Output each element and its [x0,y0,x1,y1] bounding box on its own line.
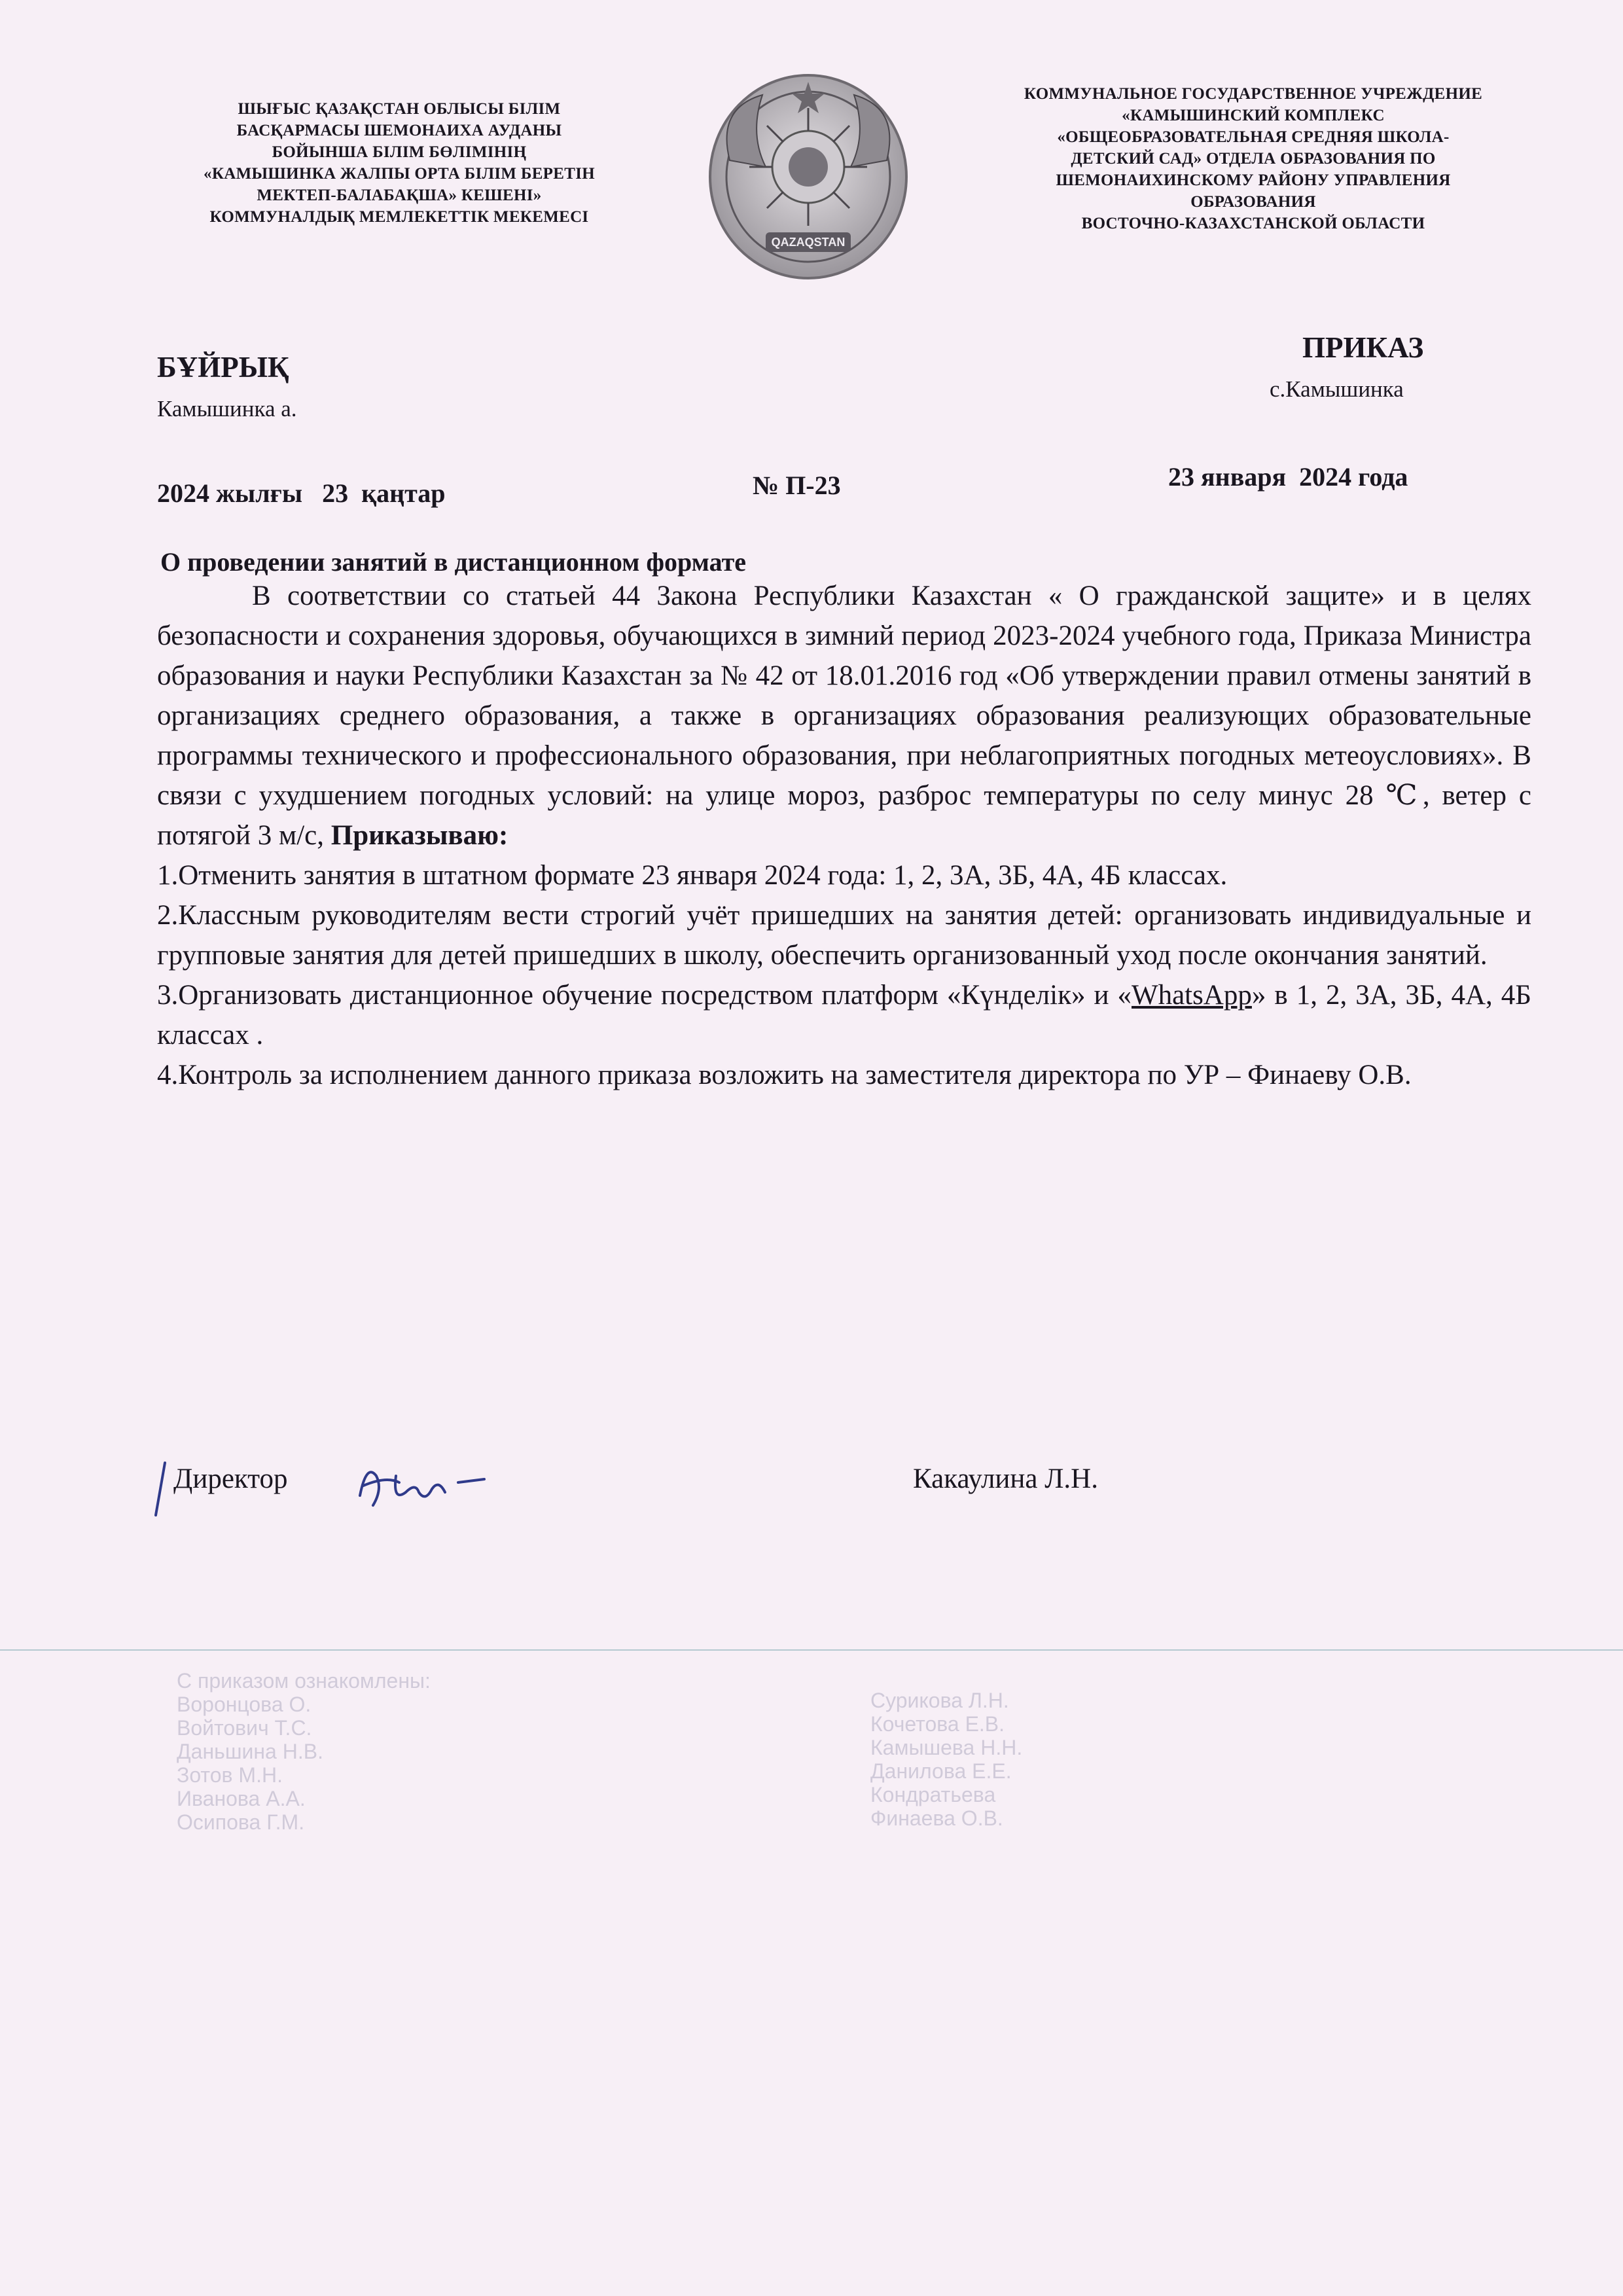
acknowledgement-name: Сурикова Л.Н. [870,1689,1009,1712]
title-ru: ПРИКАЗ [1302,331,1424,364]
acknowledgement-block [177,1669,1420,1944]
order-item-4: 4.Контроль за исполнением данного приказа возложить на заместителя директора по УР – Финаеву О.В. [157,1060,1412,1090]
title-kz: БҰЙРЫҚ [157,351,289,384]
header-ru-line: «КАМЫШИНСКИЙ КОМПЛЕКС [1122,107,1385,124]
order-subject: О проведении занятий в дистанционном формате [160,547,747,577]
intro-text: В соответствии со статьей 44 Закона Республики Казахстан « О гражданской защите» и в целях безопасности и сохранения здоровья, обучающихся в зимний период 2023-2024 учебного года, Приказа Министра образования и науки Республики Казахстан за № 42 от 18.01.2016 год «Об утверждении правил отмены занятий в организациях среднего образования, а также в организациях образования реализующих образовательные программы технического и профессионального образования, при неблагоприятных погодных метеоусловиях». В связи с ухудшением погодных условий: на улице мороз, разброс температуры по селу минус 28 ℃, ветер с потягой 3 м/с, [157,581,1531,851]
order-item-3 [157,975,1531,1055]
acknowledgement-name: Воронцова О. [177,1693,312,1716]
acknowledgement-heading: С приказом ознакомлены: [177,1669,431,1693]
header-ru-line: ШЕМОНАИХИНСКОМУ РАЙОНУ УПРАВЛЕНИЯ [1056,171,1451,189]
whatsapp-text: WhatsApp [1132,980,1252,1011]
date-kz: 2024 жылғы 23 қаңтар [157,478,446,508]
order-item-2: 2.Классным руководителям вести строгий учёт пришедших на занятия детей: организовать индивидуальные и групповые занятия для детей пришедших в школу, обеспечить организованный уход после окончания занятий. [157,900,1531,971]
order-number: № П-23 [753,471,841,500]
header-ru-line: ВОСТОЧНО-КАЗАХСТАНСКОЙ ОБЛАСТИ [1081,215,1425,232]
header-kz-line: ШЫҒЫС ҚАЗАҚСТАН ОБЛЫСЫ БІЛІМ [238,100,561,118]
header-ru-line: КОММУНАЛЬНОЕ ГОСУДАРСТВЕННОЕ УЧРЕЖДЕНИЕ [1024,85,1483,103]
order-item-1: 1.Отменить занятия в штатном формате 23 января 2024 года: 1, 2, 3А, 3Б, 4А, 4Б классах. [157,860,1228,891]
item3-text-a: 3.Организовать дистанционное обучение посредством платформ «Күнделік» и « [157,980,1132,1011]
order-body [157,576,1531,1095]
acknowledgement-name: Войтович Т.С. [177,1716,312,1740]
handwritten-signature [347,1456,491,1515]
kazakhstan-emblem-icon [704,69,913,285]
acknowledgement-name: Финаева О.В. [870,1806,1003,1830]
director-name: Какаулина Л.Н. [913,1463,1098,1494]
signature-role: Директор [173,1463,288,1494]
acknowledgement-name: Иванова А.А. [177,1787,306,1810]
acknowledgement-name: Даньшина Н.В. [177,1740,323,1763]
acknowledgement-name: Данилова Е.Е. [870,1759,1012,1783]
header-ru-line: «ОБЩЕОБРАЗОВАТЕЛЬНАЯ СРЕДНЯЯ ШКОЛА- [1057,128,1450,146]
header-kz-line: МЕКТЕП-БАЛАБАҚША» КЕШЕНІ» [257,187,542,204]
date-ru: 23 января 2024 года [1168,462,1408,492]
divider [0,1649,1623,1651]
place-ru: с.Камышинка [1270,376,1404,402]
item3-text-b: » в 1, 2, 3А, 3Б, 4А, 4Б классах . [157,980,1532,1050]
acknowledgement-name: Кондратьева [870,1783,996,1806]
acknowledgement-name: Зотов М.Н. [177,1763,283,1787]
header-kz-line: КОММУНАЛДЫҚ МЕМЛЕКЕТТІК МЕКЕМЕСІ [209,208,589,226]
acknowledgement-name: Камышева Н.Н. [870,1736,1023,1759]
header-ru-line: ОБРАЗОВАНИЯ [1190,193,1316,211]
order-word: Приказываю: [330,820,508,851]
acknowledgement-name: Осипова Г.М. [177,1810,305,1834]
header-ru [926,83,1580,234]
header-ru-line: ДЕТСКИЙ САД» ОТДЕЛА ОБРАЗОВАНИЯ ПО [1071,150,1436,168]
place-kz: Камышинка а. [157,396,297,422]
intro-paragraph [157,576,1531,855]
header-kz-line: «КАМЫШИНКА ЖАЛПЫ ОРТА БІЛІМ БЕРЕТІН [204,165,595,183]
header-kz-line: БОЙЫНША БІЛІМ БӨЛІМІНІҢ [272,143,527,161]
acknowledgement-name: Кочетова Е.В. [870,1712,1005,1736]
svg-text:QAZAQSTAN: QAZAQSTAN [771,236,846,249]
margin-mark [151,1460,170,1518]
header-kz-line: БАСҚАРМАСЫ ШЕМОНАИХА АУДАНЫ [236,122,562,139]
header-kz [131,98,668,228]
